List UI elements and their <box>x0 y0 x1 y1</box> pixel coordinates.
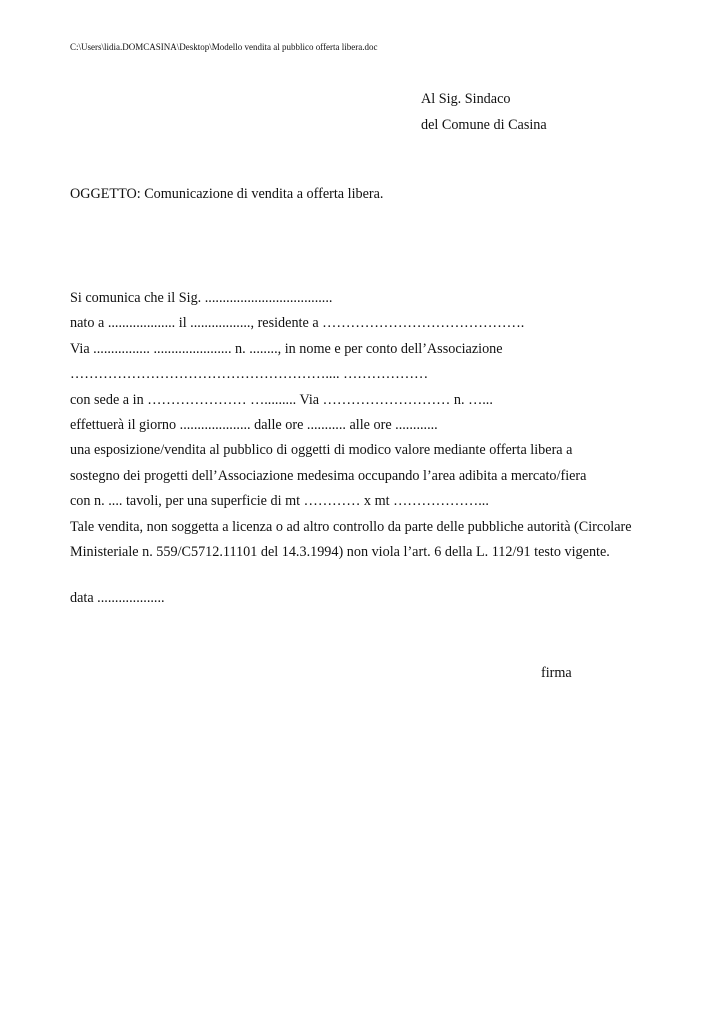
signature-label: firma <box>541 665 572 681</box>
recipient-line-mayor: Al Sig. Sindaco <box>421 91 511 107</box>
body-line: con sede a in ………………… …......... Via ……………………… n. …... <box>70 391 493 408</box>
body-line: con n. .... tavoli, per una superficie di mt ………… x mt ………………... <box>70 493 489 510</box>
body-line: Via ................ ...................... n. ........, in nome e per conto dell’Associazione <box>70 340 503 357</box>
recipient-line-municipality: del Comune di Casina <box>421 117 547 133</box>
body-line: Tale vendita, non soggetta a licenza o ad altro controllo da parte delle pubbliche autorità (Circolare <box>70 518 632 535</box>
date-field: data ................... <box>70 590 165 606</box>
body-line: una esposizione/vendita al pubblico di oggetti di modico valore mediante offerta libera a <box>70 442 573 459</box>
letter-body <box>70 286 632 565</box>
recipient-block <box>421 86 547 138</box>
body-line: Ministeriale n. 559/C5712.11101 del 14.3.1994) non viola l’art. 6 della L. 112/91 testo vigente. <box>70 544 610 561</box>
body-line: sostegno dei progetti dell’Associazione medesima occupando l’area adibita a mercato/fiera <box>70 467 587 484</box>
body-line: Si comunica che il Sig. .................................... <box>70 290 333 306</box>
body-line: effettuerà il giorno .................... dalle ore ........... alle ore ............ <box>70 417 438 434</box>
document-file-path: C:\Users\lidia.DOMCASINA\Desktop\Modello vendita al pubblico offerta libera.doc <box>70 42 378 52</box>
body-line: ……………………………………………….... ……………… <box>70 366 429 383</box>
subject-line: OGGETTO: Comunicazione di vendita a offerta libera. <box>70 186 384 202</box>
body-line: nato a ................... il ................., residente a ……………………………………. <box>70 315 525 332</box>
